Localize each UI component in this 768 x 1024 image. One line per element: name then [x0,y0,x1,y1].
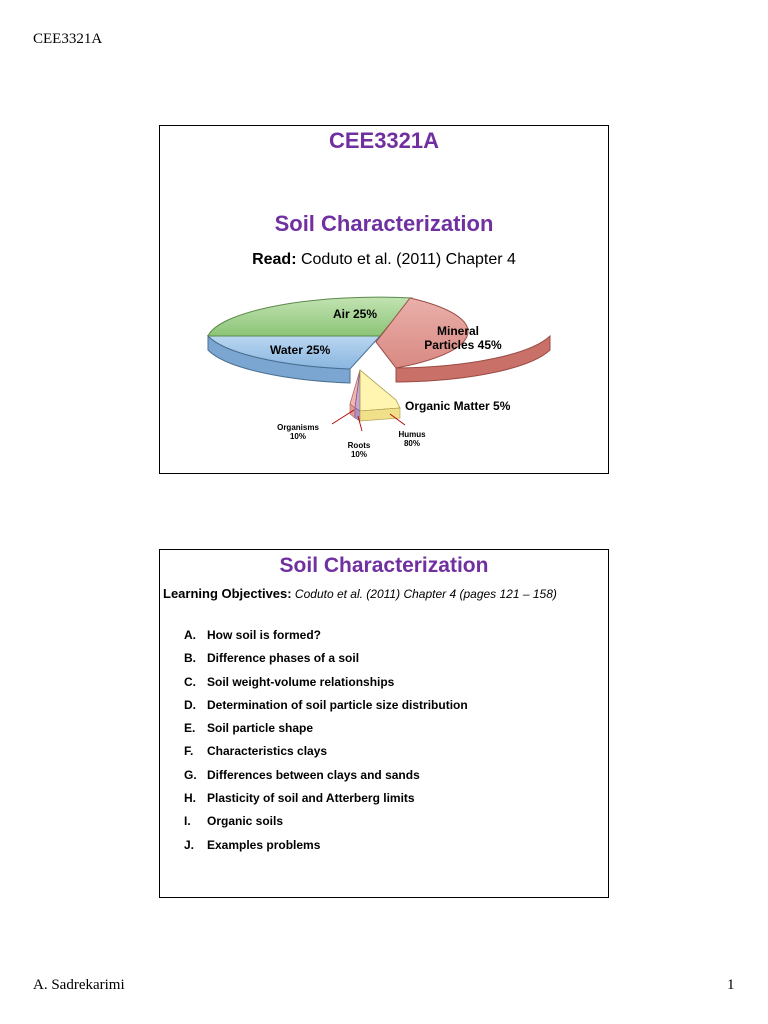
page-header: CEE3321A [33,31,103,47]
list-item: C. Soil weight-volume relationships [184,674,395,689]
label-roots: Roots [347,441,371,450]
pie-label-water: Water 25% [270,343,331,357]
slide-title-heading: Soil Characterization [274,211,494,236]
page-number: 1 [727,977,735,993]
read-text: Coduto et al. (2011) Chapter 4 [296,251,516,268]
label-organisms-pct: 10% [289,432,307,441]
label-humus-pct: 80% [403,439,421,448]
pie-label-air: Air 25% [333,307,378,321]
footer-author: A. Sadrekarimi [33,977,125,993]
list-item: E. Soil particle shape [184,721,314,736]
pie-label-organic-matter: Organic Matter 5% [405,399,511,413]
list-item: H. Plasticity of soil and Atterberg limits [184,791,415,806]
organic-humus-face [360,370,400,411]
learning-objectives-line [163,586,557,601]
label-organisms: Organisms [277,423,319,432]
label-roots-pct: 10% [350,450,368,459]
slide-title [159,125,609,474]
slide-learning-objectives [159,549,609,898]
pie-label-mineral-line1: Mineral [436,324,480,338]
slide2-title: Soil Characterization [279,554,489,577]
list-item: A. How soil is formed? [184,628,322,642]
soil-composition-pie-chart [200,286,570,461]
objectives-list [184,628,468,861]
label-humus: Humus [398,430,426,439]
list-item: D. Determination of soil particle size distribution [184,697,468,712]
learning-objectives-reference: Coduto et al. (2011) Chapter 4 (pages 121 – 158) [291,587,557,601]
list-item: I. Organic soils [184,814,284,829]
list-item: F. Characteristics clays [184,744,328,759]
slide-course-code: CEE3321A [328,128,440,153]
reading-reference [160,251,608,269]
list-item: B. Difference phases of a soil [184,651,360,666]
learning-objectives-label: Learning Objectives: [163,586,292,601]
list-item: G. Differences between clays and sands [184,767,420,782]
read-label: Read: [252,251,297,268]
pie-slice-air [208,297,412,336]
list-item: J. Examples problems [184,837,321,852]
pie-label-mineral-line2: Particles 45% [424,338,502,352]
